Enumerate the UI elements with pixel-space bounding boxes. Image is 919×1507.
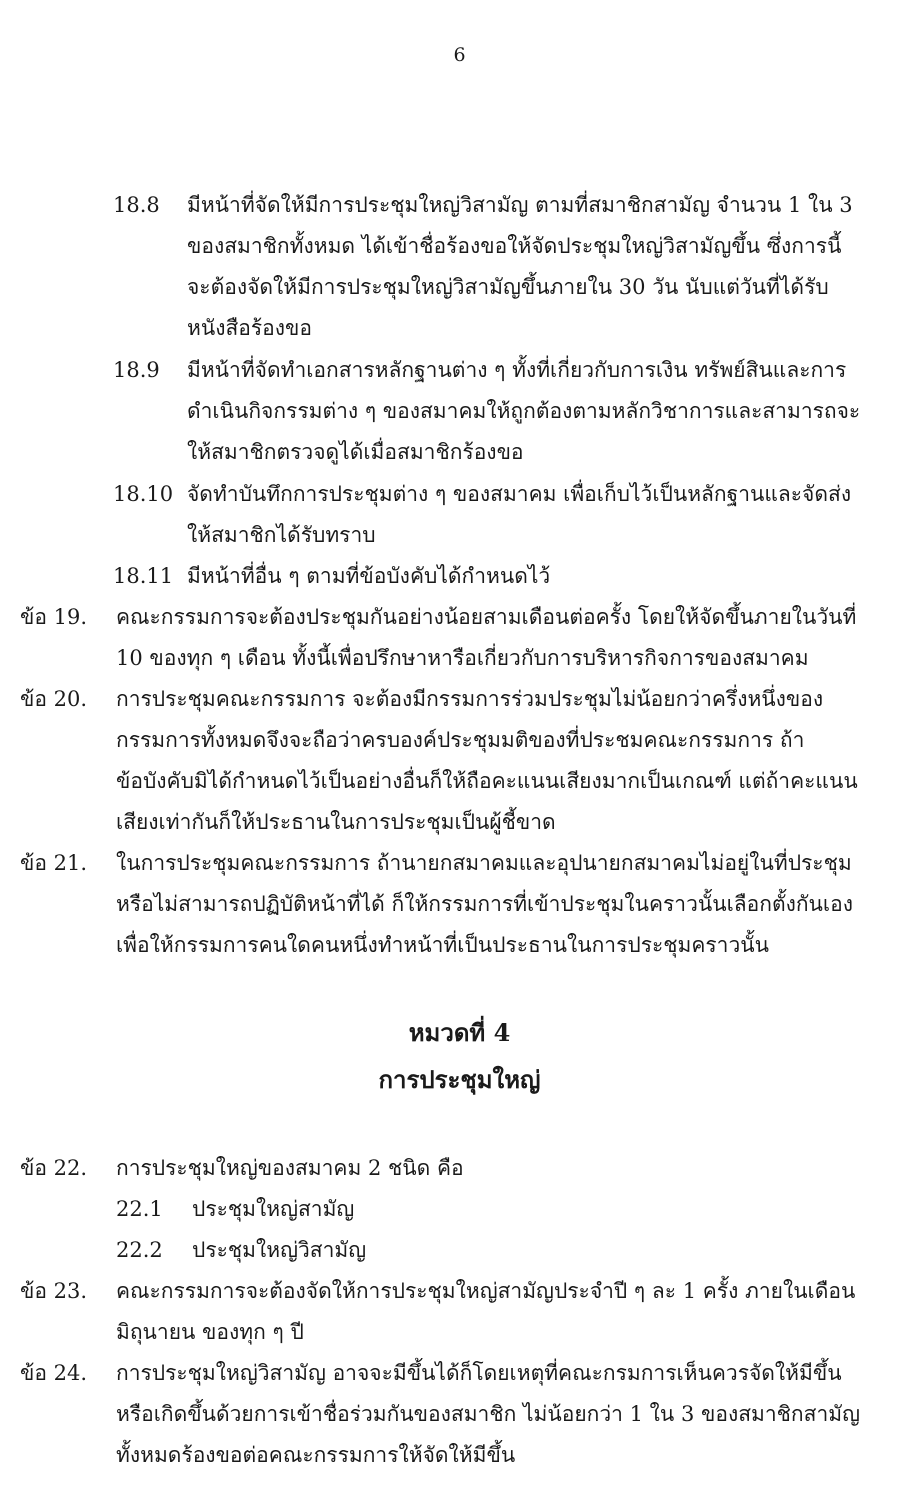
chapter-title: หมวดที่ 4	[408, 1018, 511, 1047]
clause-number-22-1: 22.1	[116, 1197, 163, 1221]
article-20-line-2: กรรมการทั้งหมดจึงจะถือว่าครบองค์ประชุมมติของที่ประชมคณะกรรมการ ถ้า	[116, 728, 805, 752]
article-number-24: ข้อ 24.	[20, 1361, 88, 1385]
article-20-line-1: การประชุมคณะกรรมการ จะต้องมีกรรมการร่วมประชุมไม่น้อยกว่าครึ่งหนึ่งของ	[116, 687, 824, 711]
article-21-line-1: ในการประชุมคณะกรรมการ ถ้านายกสมาคมและอุปนายกสมาคมไม่อยู่ในที่ประชุม	[116, 851, 852, 875]
article-23-line-2: มิถุนายน ของทุก ๆ ปี	[116, 1320, 304, 1344]
article-number-20: ข้อ 20.	[20, 687, 88, 711]
article-20-line-4: เสียงเท่ากันก็ให้ประธานในการประชุมเป็นผู้ชี้ขาด	[116, 810, 556, 834]
clause-number-18-11: 18.11	[113, 564, 174, 588]
article-21-line-2: หรือไม่สามารถปฏิบัติหน้าที่ได้ ก็ให้กรรมการที่เข้าประชุมในคราวนั้นเลือกตั้งกันเอง	[116, 892, 853, 916]
clause-number-18-9: 18.9	[113, 358, 160, 382]
article-22-line-1: การประชุมใหญ่ของสมาคม 2 ชนิด คือ	[116, 1156, 464, 1180]
clause-number-18-8: 18.8	[113, 193, 160, 217]
article-number-21: ข้อ 21.	[20, 851, 88, 875]
clause-18-10-line-1: จัดทำบันทึกการประชุมต่าง ๆ ของสมาคม เพื่อเก็บไว้เป็นหลักฐานและจัดส่ง	[187, 482, 852, 506]
clause-18-8-line-4: หนังสือร้องขอ	[187, 316, 312, 340]
clause-18-9-line-1: มีหน้าที่จัดทำเอกสารหลักฐานต่าง ๆ ทั้งที่เกี่ยวกับการเงิน ทรัพย์สินและการ	[187, 358, 847, 382]
article-19-line-1: คณะกรรมการจะต้องประชุมกันอย่างน้อยสามเดือนต่อครั้ง โดยให้จัดขึ้นภายในวันที่	[116, 605, 857, 629]
clause-22-2-text: ประชุมใหญ่วิสามัญ	[192, 1238, 367, 1262]
clause-18-8-line-1: มีหน้าที่จัดให้มีการประชุมใหญ่วิสามัญ ตามที่สมาชิกสามัญ จำนวน 1 ใน 3	[187, 193, 853, 217]
clause-18-8-line-3: จะต้องจัดให้มีการประชุมใหญ่วิสามัญขึ้นภายใน 30 วัน นับแต่วันที่ได้รับ	[187, 275, 829, 299]
clause-18-8-line-2: ของสมาชิกทั้งหมด ได้เข้าชื่อร้องขอให้จัดประชุมใหญ่วิสามัญขึ้น ซึ่งการนี้	[187, 234, 842, 258]
clause-18-9-line-2: ดำเนินกิจกรรมต่าง ๆ ของสมาคมให้ถูกต้องตามหลักวิชาการและสามารถจะ	[187, 399, 861, 423]
clause-number-18-10: 18.10	[113, 482, 174, 506]
article-24-line-1: การประชุมใหญ่วิสามัญ อาจจะมีขึ้นได้ก็โดยเหตุที่คณะกรมการเห็นควรจัดให้มีขึ้น	[116, 1361, 842, 1385]
clause-18-10-line-2: ให้สมาชิกได้รับทราบ	[187, 523, 376, 547]
article-20-line-3: ข้อบังคับมิได้กำหนดไว้เป็นอย่างอื่นก็ให้ถือคะแนนเสียงมากเป็นเกณฑ์ แต่ถ้าคะแนน	[116, 769, 858, 793]
article-21-line-3: เพื่อให้กรรมการคนใดคนหนึ่งทำหน้าที่เป็นประธานในการประชุมคราวนั้น	[116, 933, 769, 957]
clause-number-22-2: 22.2	[116, 1238, 163, 1262]
article-19-line-2: 10 ของทุก ๆ เดือน ทั้งนี้เพื่อปรึกษาหารือเกี่ยวกับการบริหารกิจการของสมาคม	[116, 646, 809, 670]
clause-22-1-text: ประชุมใหญ่สามัญ	[192, 1197, 355, 1221]
article-23-line-1: คณะกรรมการจะต้องจัดให้การประชุมใหญ่สามัญประจำปี ๆ ละ 1 ครั้ง ภายในเดือน	[116, 1279, 856, 1303]
chapter-subtitle: การประชุมใหญ่	[378, 1065, 541, 1094]
article-24-line-3: ทั้งหมดร้องขอต่อคณะกรรมการให้จัดให้มีขึ้น	[116, 1443, 516, 1467]
article-number-23: ข้อ 23.	[20, 1279, 88, 1303]
article-number-22: ข้อ 22.	[20, 1156, 88, 1180]
clause-18-9-line-3: ให้สมาชิกตรวจดูได้เมื่อสมาชิกร้องขอ	[187, 440, 524, 464]
clause-18-11-line-1: มีหน้าที่อื่น ๆ ตามที่ข้อบังคับได้กำหนดไว้	[187, 564, 551, 588]
article-number-19: ข้อ 19.	[20, 605, 88, 629]
page-number: 6	[453, 44, 466, 66]
article-24-line-2: หรือเกิดขึ้นด้วยการเข้าชื่อร่วมกันของสมาชิก ไม่น้อยกว่า 1 ใน 3 ของสมาชิกสามัญ	[116, 1402, 860, 1426]
